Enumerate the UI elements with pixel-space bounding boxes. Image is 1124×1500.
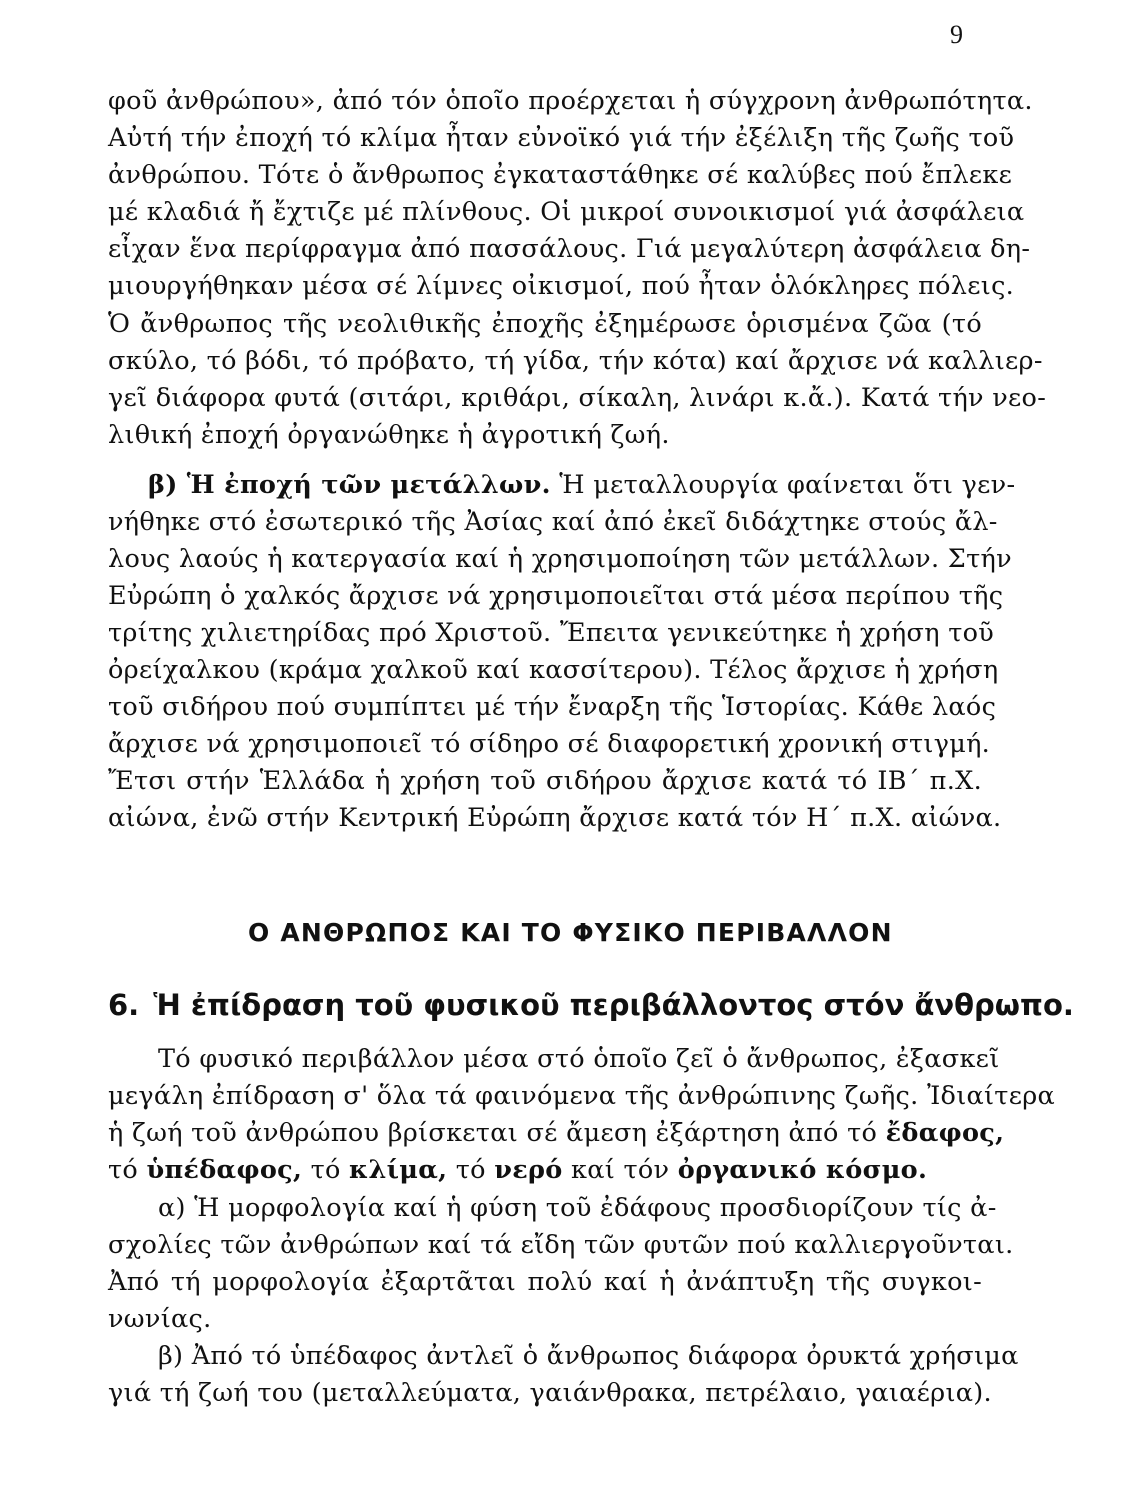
text-line: εἶχαν ἕνα περίφραγμα ἀπό πασσάλους. Γιά μεγαλύτερη ἀσφάλεια δη- <box>108 234 1031 264</box>
text-line: μιουργήθηκαν μέσα σέ λίμνες οἰκισμοί, πού ἦταν ὁλόκληρες πόλεις. <box>108 271 1015 301</box>
text-line: ἀνθρώπου. Τότε ὁ ἄνθρωπος ἐγκαταστάθηκε σέ καλύβες πού ἔπλεκε <box>108 160 1013 190</box>
text-line: λιθική ἐποχή ὀργανώθηκε ἡ ἀγροτική ζωή. <box>108 420 670 450</box>
metals-first-line-text: Ἡ μεταλλουργία φαίνεται ὅτι γεν- <box>559 470 1016 500</box>
text-line: Ἀπό τή μορφολογία ἐξαρτᾶται πολύ καί ἡ ἀνάπτυξη τῆς συγκοι- <box>108 1267 982 1297</box>
chapter-number: 6. <box>108 988 140 1022</box>
text-line: ἄρχισε νά χρησιμοποιεῖ τό σίδηρο σέ διαφορετική χρονική στιγμή. <box>108 729 991 759</box>
chapter-title: Ἡ ἐπίδραση τοῦ φυσικοῦ περιβάλλοντος στόν ἄνθρωπο. <box>153 988 1074 1022</box>
text-line: α) Ἡ μορφολογία καί ἡ φύση τοῦ ἐδάφους προσδιορίζουν τίς ἀ- <box>158 1193 997 1223</box>
bold-term-ypedafos: ὑπέδαφος, <box>146 1155 303 1185</box>
chapter-heading <box>108 988 1074 1022</box>
intro-line-3-text: ἡ ζωή τοῦ ἀνθρώπου βρίσκεται σέ ἄμεση ἐξάρτηση ἀπό τό <box>108 1118 878 1148</box>
bold-term-organiko-kosmo: ὀργανικό κόσμο. <box>677 1155 928 1185</box>
text-line: Ὁ ἄνθρωπος τῆς νεολιθικῆς ἐποχῆς ἐξημέρωσε ὁρισμένα ζῶα (τό <box>108 309 982 339</box>
text-line: μεγάλη ἐπίδραση σ' ὅλα τά φαινόμενα τῆς ἀνθρώπινης ζωῆς. Ἰδιαίτερα <box>108 1081 1056 1111</box>
text-fragment: τό <box>108 1155 139 1185</box>
text-line: Ἔτσι στήν Ἑλλάδα ἡ χρήση τοῦ σιδήρου ἄρχισε κατά τό ΙΒ΄ π.Χ. <box>108 766 982 796</box>
text-line: μέ κλαδιά ἤ ἔχτιζε μέ πλίνθους. Οἱ μικροί συνοικισμοί γιά ἀσφάλεια <box>108 197 1025 227</box>
text-line: νωνίας. <box>108 1304 212 1334</box>
text-line: γεῖ διάφορα φυτά (σιτάρι, κριθάρι, σίκαλη, λινάρι κ.ἄ.). Κατά τήν νεο- <box>108 383 1047 413</box>
text-line: σχολίες τῶν ἀνθρώπων καί τά εἴδη τῶν φυτῶν πού καλλιεργοῦνται. <box>108 1230 1014 1260</box>
text-fragment: τό <box>455 1155 486 1185</box>
intro-line-3 <box>108 1116 1005 1150</box>
text-fragment: τό <box>310 1155 341 1185</box>
metals-lead-title: β) Ἡ ἐποχή τῶν μετάλλων. <box>148 470 551 500</box>
text-line: νήθηκε στό ἐσωτερικό τῆς Ἀσίας καί ἀπό ἐκεῖ διδάχτηκε στούς ἄλ- <box>108 507 998 537</box>
text-line: αἰώνα, ἐνῶ στήν Κεντρική Εὐρώπη ἄρχισε κατά τόν Η΄ π.Χ. αἰώνα. <box>108 803 1002 833</box>
section-heading: Ο ΑΝΘΡΩΠΟΣ ΚΑΙ ΤΟ ΦΥΣΙΚΟ ΠΕΡΙΒΑΛΛΟΝ <box>248 918 893 947</box>
text-line: γιά τή ζωή του (μεταλλεύματα, γαιάνθρακα, πετρέλαιο, γαιαέρια). <box>108 1378 992 1408</box>
intro-line-4 <box>108 1153 982 1187</box>
text-line: ὀρείχαλκου (κράμα χαλκοῦ καί κασσίτερου). Τέλος ἄρχισε ἡ χρήση <box>108 655 999 685</box>
text-fragment: καί τόν <box>570 1155 670 1185</box>
bold-term-nero: νερό <box>494 1155 563 1185</box>
text-line: φοῦ ἀνθρώπου», ἀπό τόν ὁποῖο προέρχεται ἡ σύγχρονη ἀνθρωπότητα. <box>108 86 1033 116</box>
text-line: τρίτης χιλιετηρίδας πρό Χριστοῦ. Ἔπειτα γενικεύτηκε ἡ χρήση τοῦ <box>108 618 995 648</box>
text-line: β) Ἀπό τό ὑπέδαφος ἀντλεῖ ὁ ἄνθρωπος διάφορα ὀρυκτά χρήσιμα <box>158 1341 1019 1371</box>
text-line: Αὐτή τήν ἐποχή τό κλίμα ἦταν εὐνοϊκό γιά τήν ἐξέλιξη τῆς ζωῆς τοῦ <box>108 123 1015 153</box>
text-line: Εὐρώπη ὁ χαλκός ἄρχισε νά χρησιμοποιεῖται στά μέσα περίπου τῆς <box>108 581 1004 611</box>
text-line: λους λαούς ἡ κατεργασία καί ἡ χρησιμοποίηση τῶν μετάλλων. Στήν <box>108 544 1012 574</box>
bold-term-edafos: ἔδαφος, <box>885 1118 1005 1148</box>
page-number: 9 <box>950 20 963 49</box>
metals-paragraph-first-line <box>148 468 1016 502</box>
text-line: Τό φυσικό περιβάλλον μέσα στό ὁποῖο ζεῖ ὁ ἄνθρωπος, ἐξασκεῖ <box>158 1044 1000 1074</box>
text-line: σκύλο, τό βόδι, τό πρόβατο, τή γίδα, τήν κότα) καί ἄρχισε νά καλλιερ- <box>108 346 1043 376</box>
text-line: τοῦ σιδήρου πού συμπίπτει μέ τήν ἔναρξη τῆς Ἱστορίας. Κάθε λαός <box>108 692 997 722</box>
bold-term-klima: κλίμα, <box>349 1155 448 1185</box>
